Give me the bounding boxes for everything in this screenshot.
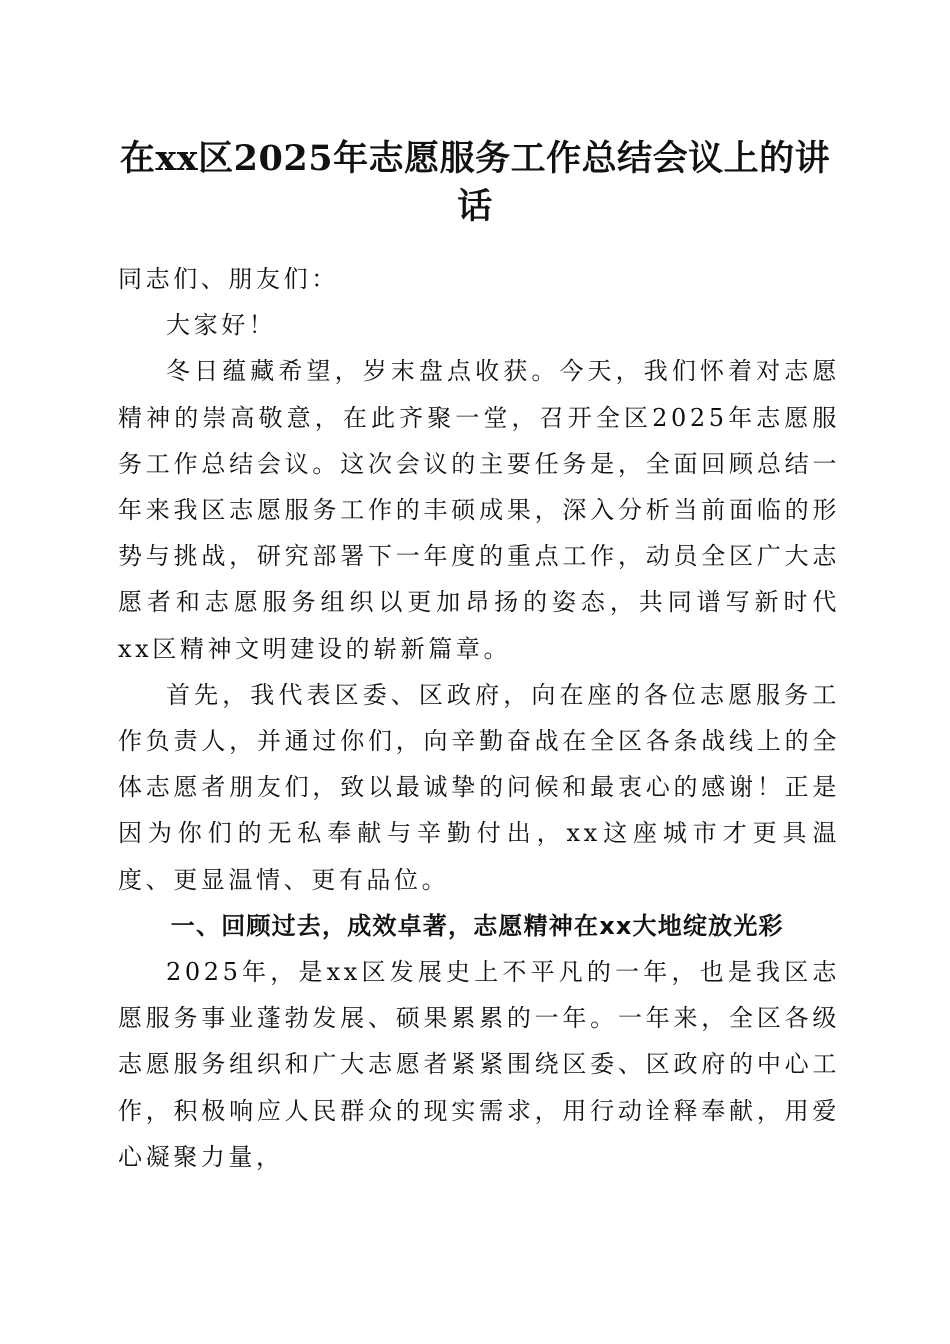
document-body bbox=[118, 256, 840, 1180]
intro-paragraph: 冬日蕴藏希望，岁末盘点收获。今天，我们怀着对志愿精神的崇高敬意，在此齐聚一堂，召开全区2025年志愿服务工作总结会议。这次会议的主要任务是，全面回顾总结一年来我区志愿服务工作的丰硕成果，深入分析当前面临的形势与挑战，研究部署下一年度的重点工作，动员全区广大志愿者和志愿服务组织以更加昂扬的姿态，共同谱写新时代xx区精神文明建设的崭新篇章。 bbox=[118, 357, 840, 663]
document-title: 在xx区2025年志愿服务工作总结会议上的讲话 bbox=[119, 138, 831, 227]
section-heading: 一、回顾过去，成效卓著，志愿精神在xx大地绽放光彩 bbox=[170, 911, 784, 940]
salutation: 同志们、朋友们： bbox=[118, 265, 339, 293]
greeting: 大家好！ bbox=[166, 311, 277, 340]
thanks-paragraph: 首先，我代表区委、区政府，向在座的各位志愿服务工作负责人，并通过你们，向辛勤奋战在全区各条战线上的全体志愿者朋友们，致以最诚挚的问候和最衷心的感谢！正是因为你们的无私奉献与辛勤付出，xx这座城市才更具温度、更显温情、更有品位。 bbox=[118, 680, 840, 894]
section-paragraph: 2025年，是xx区发展史上不平凡的一年，也是我区志愿服务事业蓬勃发展、硕果累累的一年。一年来，全区各级志愿服务组织和广大志愿者紧紧围绕区委、区政府的中心工作，积极响应人民群众的现实需求，用行动诠释奉献，用爱心凝聚力量， bbox=[118, 958, 840, 1171]
